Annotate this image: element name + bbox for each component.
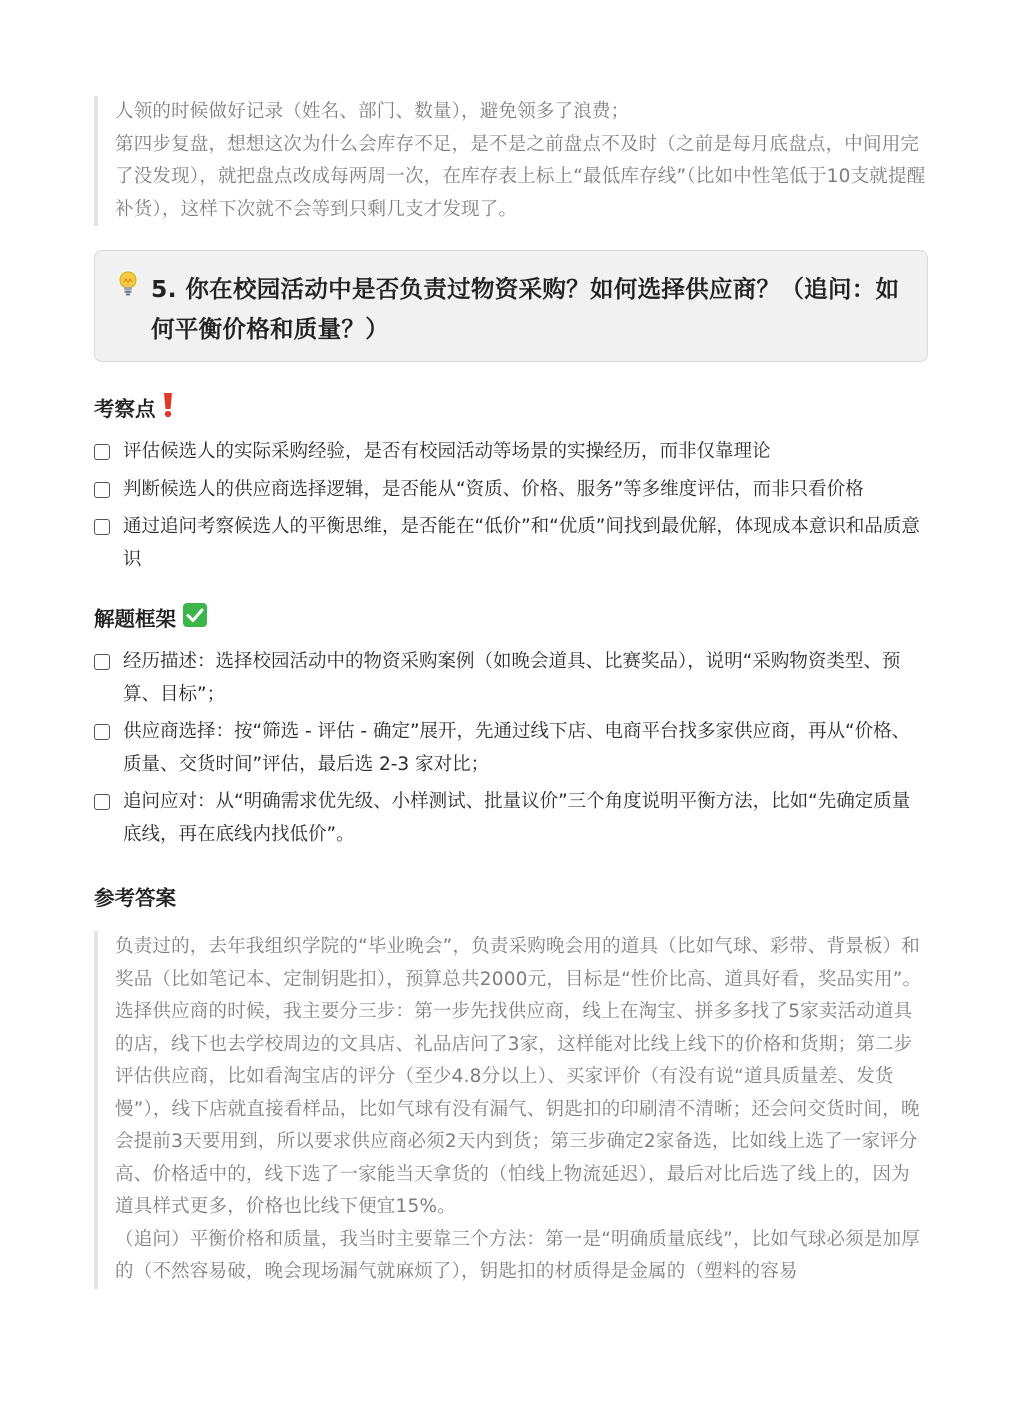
checkbox[interactable] — [94, 482, 110, 498]
framework-heading — [94, 602, 928, 632]
assessment-heading — [94, 392, 928, 422]
lightbulb-icon — [117, 269, 151, 297]
checklist-item-text: 通过追问考察候选人的平衡思维，是否能在“低价”和“优质”间找到最优解，体现成本意识和品质意识 — [123, 516, 920, 570]
checkbox[interactable] — [94, 654, 110, 670]
question-title: 5. 你在校园活动中是否负责过物资采购？如何选择供应商？（追问：如何平衡价格和质量？） — [151, 275, 900, 343]
checklist-item — [94, 474, 928, 507]
answer-paragraph: 负责过的，去年我组织学院的“毕业晚会”，负责采购晚会用的道具（比如气球、彩带、背景板）和奖品（比如笔记本、定制钥匙扣），预算总共2000元，目标是“性价比高、道具好看，奖品实用”。 — [115, 936, 922, 990]
checkbox[interactable] — [94, 444, 110, 460]
reference-answer-quote — [94, 931, 928, 1289]
checklist-item — [94, 511, 928, 576]
question-callout — [94, 250, 928, 362]
assessment-checklist — [94, 436, 928, 576]
assessment-heading-text: 考察点 — [94, 397, 156, 421]
checklist-item-text: 供应商选择：按“筛选 - 评估 - 确定”展开，先通过线下店、电商平台找多家供应商，再从“价格、质量、交货时间”评估，最后选 2-3 家对比； — [123, 721, 911, 775]
checkbox[interactable] — [94, 794, 110, 810]
answer-paragraph: （追问）平衡价格和质量，我当时主要靠三个方法：第一是“明确质量底线”，比如气球必须是加厚的（不然容易破，晚会现场漏气就麻烦了），钥匙扣的材质得是金属的（塑料的容易 — [115, 1228, 920, 1282]
checklist-item — [94, 716, 928, 781]
checklist-item — [94, 646, 928, 711]
reference-heading-text: 参考答案 — [94, 886, 176, 910]
framework-checklist — [94, 646, 928, 851]
previous-answer-quote — [94, 96, 928, 226]
checkbox[interactable] — [94, 519, 110, 535]
checklist-item — [94, 436, 928, 469]
check-mark-icon — [182, 602, 208, 633]
answer-paragraph: 选择供应商的时候，我主要分三步：第一步先找供应商，线上在淘宝、拼多多找了5家卖活动道具的店，线下也去学校周边的文具店、礼品店问了3家，这样能对比线上线下的价格和货期；第二步评估供应商，比如看淘宝店的评分（至少4.8分以上）、买家评价（有没有说“道具质量差、发货慢”），线下店就直接看样品，比如气球有没有漏气、钥匙扣的印刷清不清晰；还会问交货时间，晚会提前3天要用到，所以要求供应商必须2天内到货；第三步确定2家备选，比如线上选了一家评分高、价格适中的，线下选了一家能当天拿货的（怕线上物流延迟），最后对比后选了线上的，因为道具样式更多，价格也比线下便宜15%。 — [115, 1001, 920, 1217]
checklist-item-text: 评估候选人的实际采购经验，是否有校园活动等场景的实操经历，而非仅靠理论 — [123, 441, 771, 462]
checklist-item-text: 经历描述：选择校园活动中的物资采购案例（如晚会道具、比赛奖品），说明“采购物资类型、预算、目标”； — [123, 651, 901, 705]
framework-heading-text: 解题框架 — [94, 607, 176, 631]
checklist-item-text: 判断候选人的供应商选择逻辑，是否能从“资质、价格、服务”等多维度评估，而非只看价格 — [123, 478, 864, 500]
checklist-item — [94, 786, 928, 851]
document-page — [94, 96, 928, 1289]
quote-line: 人领的时候做好记录（姓名、部门、数量），避免领多了浪费； — [115, 101, 630, 122]
checklist-item-text: 追问应对：从“明确需求优先级、小样测试、批量议价”三个角度说明平衡方法，比如“先确定质量底线，再在底线内找低价”。 — [123, 791, 911, 845]
checkbox[interactable] — [94, 724, 110, 740]
exclamation-icon — [162, 392, 174, 423]
quote-line: 第四步复盘，想想这次为什么会库存不足，是不是之前盘点不及时（之前是每月底盘点，中间用完了没发现），就把盘点改成每两周一次，在库存表上标上“最低库存线”（比如中性笔低于10支就提醒补货），这样下次就不会等到只剩几支才发现了。 — [115, 133, 926, 220]
reference-heading — [94, 881, 928, 911]
